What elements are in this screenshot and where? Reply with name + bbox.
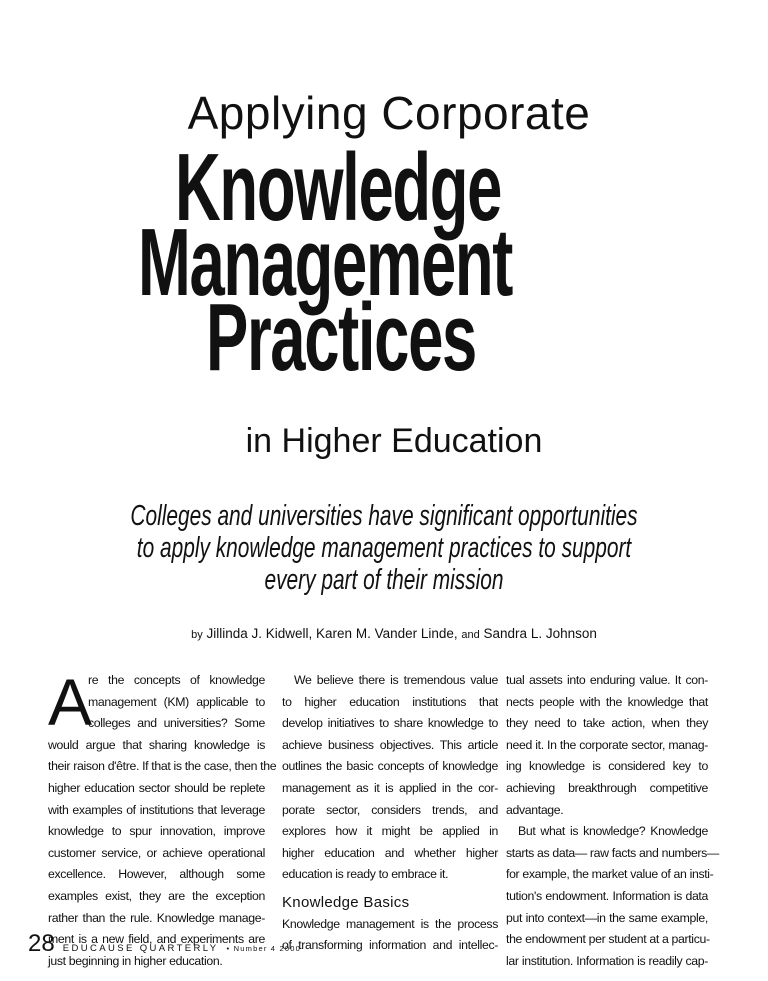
text-line: education is ready to embrace it. [282,867,449,882]
byline-authors: Jillinda J. Kidwell, Karen M. Vander Linde, [206,626,458,641]
text-line: of transforming information and intellec- [282,938,498,953]
text-line: just beginning in higher education. [48,953,223,968]
text-line: But what is knowledge? Knowledge [518,824,708,839]
text-line: knowledge to spur innovation, improve [48,824,265,839]
page-footer [28,930,301,958]
text-line: with examples of institutions that leverage [48,802,265,817]
text-line: higher education sector should be replete [48,780,265,795]
issue-info: • Number 4 2000 [226,944,301,953]
text-line: tual assets into enduring value. It con- [506,673,708,687]
text-line: to higher education institutions that [282,694,498,709]
column-1 [48,665,277,972]
deck-line: to apply knowledge management practices to support [136,532,632,564]
text-line: excellence. However, although some [48,867,265,882]
text-line: ing knowledge is considered key to [506,759,708,774]
column-2 [282,670,498,957]
text-line: re the concepts of knowledge [88,673,265,687]
text-line: higher education and whether higher [282,845,498,860]
text-line: would argue that sharing knowledge is [48,737,265,752]
text-line: explores how it might be applied in [282,824,498,839]
text-line: colleges and universities? Some [88,716,265,731]
byline [0,626,768,641]
column-3 [506,670,719,972]
page-number: 28 [28,930,55,957]
text-line: achieving breakthrough competitive [506,780,708,795]
deck [0,500,768,596]
text-line: management as it is applied in the cor- [282,780,498,795]
byline-and: and [461,629,480,641]
title-line-practices: Practices [206,284,476,391]
text-line: they need to take action, when they [506,716,708,731]
text-line: examples exist, they are the exception [48,888,265,903]
drop-cap: A [48,665,93,739]
text-line: for example, the market value of an insti- [506,867,714,882]
text-line: Knowledge management is the process [282,916,498,931]
title-subtitle: in Higher Education [245,422,543,460]
text-line: porate sector, considers trends, and [282,802,498,817]
title-kicker: Applying Corporate [187,87,591,139]
text-line: We believe there is tremendous value [294,673,498,687]
title-line-management: Management [138,209,513,316]
text-line: need it. In the corporate sector, manag- [506,737,708,752]
text-line: the endowment per student at a particu- [506,932,710,947]
byline-author-last: Sandra L. Johnson [483,626,597,641]
text-line: achieve business objectives. This article [282,737,498,752]
text-line: advantage. [506,802,564,817]
text-line: develop initiatives to share knowledge to [282,716,498,731]
text-line: starts as data— raw facts and numbers— [506,845,719,860]
text-line: tution's endowment. Information is data [506,888,708,903]
text-line: nects people with the knowledge that [506,694,708,709]
text-line: ment is a new field, and experiments are [48,932,265,947]
text-line: their raison d'être. If that is the case, then the [48,759,277,774]
deck-line: every part of their mission [264,564,504,596]
text-line: lar institution. Information is readily cap- [506,953,708,968]
byline-by: by [191,629,203,641]
text-line: management (KM) applicable to [88,694,265,709]
text-line: put into context—in the same example, [506,910,708,925]
section-heading: Knowledge Basics [282,893,410,911]
text-line: outlines the basic concepts of knowledge [282,759,498,774]
text-line: rather than the rule. Knowledge manage- [48,910,265,925]
deck-line: Colleges and universities have significant opportunities [130,500,638,532]
title-line-knowledge: Knowledge [175,134,502,241]
publication-name: EDUCAUSE QUARTERLY [62,943,219,954]
text-line: customer service, or achieve operational [48,845,265,860]
